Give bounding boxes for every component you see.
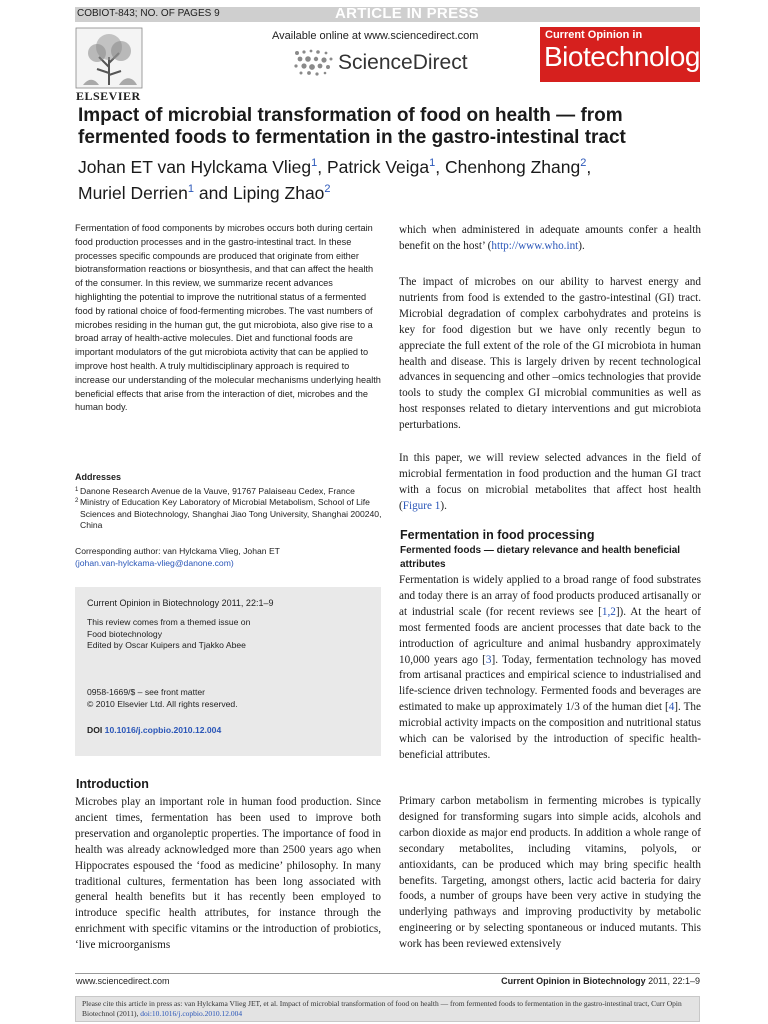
press-banner: ARTICLE IN PRESS xyxy=(335,5,479,22)
footer-rule xyxy=(75,973,700,974)
corresponding-author-label: Corresponding author: van Hylckama Vlieg, Johan ET xyxy=(75,546,280,556)
addresses xyxy=(75,472,385,532)
author-affiliation-mark[interactable]: 1 xyxy=(311,157,318,169)
introduction-text: Microbes play an important role in human food production. Since ancient times, fermentation has been used to improve both preservation and organoleptic properties. The importance of food in health was already acknowledged more than 2500 years ago when Hippocrates espoused the ‘food as medicine’ philosophy. In many traditional cultures, fermentation has been long associated with general health benefits but it has recently been employed to introduce specific health attributes, for instance through the enrichment with specific vitamins or the introduction of probiotics, ‘live microorganisms xyxy=(75,796,381,952)
addresses-heading: Addresses xyxy=(75,472,122,482)
abstract: Fermentation of food components by microbes occurs both during certain food production processes and in the gastro-intestinal tract. In these processes specific compounds are produced that originate from either biotransformation reactions or biosynthesis, and that can affect the health of the consumer. In this review, we summarize recent advances highlighting the potential to improve the nutritional status of a fermented food by rational choice of food-fermenting microbes. The vast numbers of microbes residing in the human gut, the gut microbiota, also give rise to a broad array of health-active molecules. Diet and functional foods are important modulators of the gut microbiota activity that can be applied to improve host health. A truly multidisciplinary approach is required to increase our understanding of the molecular mechanisms underlying health beneficial effects that arise from the interaction of diet, microbes and the human body. xyxy=(75,223,381,413)
author-list: Johan ET van Hylckama Vlieg$^1$, Patrick Veiga$^1$, Chenhong Zhang$^2$, Muriel Derrien$^1$ and Liping Zhao$^2$ xyxy=(78,156,592,203)
journal-logo-big: Biotechnology xyxy=(544,41,714,72)
infobox-journal: Current Opinion in Biotechnology 2011, 22:1–9 xyxy=(87,598,274,608)
sciencedirect-wordmark: ScienceDirect xyxy=(338,51,468,74)
address-item: 2 Ministry of Education Key Laboratory of Microbial Metabolism, School of Life Sciences and Biotechnology, Shanghai Jiao Tong University, Shanghai 200240, China xyxy=(75,497,382,530)
who-link[interactable]: http://www.who.int xyxy=(491,239,579,252)
author-name: Johan ET van Hylckama Vlieg xyxy=(78,156,312,177)
address-item: 1 Danone Research Avenue de la Vauve, 91767 Palaiseau Cedex, France xyxy=(75,485,355,496)
sciencedirect-dots-icon xyxy=(291,47,335,77)
fermentation-section-heading: Fermentation in food processing xyxy=(400,528,595,542)
figure-1-link[interactable]: Figure 1 xyxy=(402,499,441,512)
author-name: Liping Zhao xyxy=(232,182,325,203)
right-paragraph-5: Primary carbon metabolism in fermenting microbes is typically designed for transforming sugars into simple acids, alcohols and carbon dioxide as major end products. In addition a whole range of secondary metabolites, including vitamins, polyols, or antioxidants, can be produced which may bring specific health benefits. Targeting, amongst others, lactic acid bacteria for dairy foods, a number of groups have been very active in studying the underlying pathways and improving productivity by metabolic engineering or by selecting spontaneous or induced mutants. This work has been reviewed extensively xyxy=(399,795,701,951)
infobox-theme: This review comes from a themed issue on Food biotechnology Edited by Oscar Kuipers and Tjakko Abee xyxy=(87,617,251,650)
citation-doi-link[interactable]: doi:10.1016/j.copbio.2010.12.004 xyxy=(140,1009,243,1018)
journal-logo-small: Current Opinion in xyxy=(545,29,643,41)
right-paragraph-3: In this paper, we will review selected advances in the field of microbial fermentation in food production and the human GI tract with a focus on microbial metabolites that affect host health (Figure 1). xyxy=(399,452,701,512)
author-name: Patrick Veiga xyxy=(326,156,430,177)
ref-link[interactable]: 4 xyxy=(668,701,675,714)
footer-journal: Current Opinion in Biotechnology 2011, 22:1–9 xyxy=(501,976,700,986)
corresponding-author xyxy=(75,545,385,569)
ref-link[interactable]: 1,2 xyxy=(601,605,616,618)
journal-logo xyxy=(540,27,714,82)
author-affiliation-mark[interactable]: 2 xyxy=(324,182,331,195)
introduction-heading: Introduction xyxy=(76,777,149,791)
footer-site[interactable]: www.sciencedirect.com xyxy=(76,976,170,986)
infobox-doi: DOI 10.1016/j.copbio.2010.12.004 xyxy=(87,725,222,735)
elsevier-tree-logo-icon xyxy=(75,27,143,89)
right-paragraph-2: The impact of microbes on our ability to harvest energy and nutrients from food is extended to the gastro-intestinal (GI) tract. Microbial degradation of complex carbohydrates and proteins is key for food digestion but we have only recently begun to appreciate the full extent of the role of the GI microbiota in human health and disease. This is largely driven by recent technological advances in sequencing and other –omics technologies that provide tools to study the complex GI microbial communities as well as host responses related to dietary interventions and gut microbiota perturbations. xyxy=(399,276,701,432)
article-in-press-bar xyxy=(75,7,700,22)
fermented-foods-subheading: Fermented foods — dietary relevance and health beneficial attributes xyxy=(400,545,681,570)
author-affiliation-mark[interactable]: 1 xyxy=(187,182,195,195)
author-affiliation-mark[interactable]: 1 xyxy=(429,157,436,169)
article-info-box xyxy=(75,587,381,756)
available-online-text: Available online at www.sciencedirect.com xyxy=(272,30,479,42)
manuscript-id: COBIOT-843; NO. OF PAGES 9 xyxy=(77,8,220,19)
author-name: Muriel Derrien xyxy=(78,182,188,203)
publisher-name: ELSEVIER xyxy=(76,89,141,103)
author-name: Chenhong Zhang xyxy=(444,156,581,177)
citation-box: Please cite this article in press as: van Hylckama Vlieg JET, et al. Impact of microbial transformation of food on health — from fermented foods to fermentation in the gastro-intestinal tract, Curr Opin Biotechnol (2011), doi:10.1016/j.copbio.2010.12.004 xyxy=(75,996,700,1022)
right-paragraph-4: Fermentation is widely applied to a broad range of food substrates and today there is an array of food products produced artisanally or at industrial scale (for recent reviews see [1,2]). At the heart of most fermented foods are ancient processes that date back to the introduction of agriculture and animal husbandry approximately 10,000 years ago [3]. Today, fermentation technology has moved from artisanal practices and empirical science to industrialised and life-science driven technology. Fermented foods and beverages are estimated to make up approximately 1/3 of the human diet [4]. The microbial activity impacts on the composition and nutritional status which can be valorised by the introduction of specific health-beneficial attributes. xyxy=(399,574,702,761)
doi-link[interactable]: 10.1016/j.copbio.2010.12.004 xyxy=(104,725,222,735)
right-paragraph-1: which when administered in adequate amounts confer a health benefit on the host’ (http://www.who.int). xyxy=(399,224,701,252)
ref-link[interactable]: 3 xyxy=(485,653,492,666)
corresponding-email-link[interactable]: (johan.van-hylckama-vlieg@danone.com) xyxy=(75,558,234,568)
article-title: Impact of microbial transformation of food on health — from fermented foods to fermentation in the gastro-intestinal tract xyxy=(78,105,626,148)
author-affiliation-mark[interactable]: 2 xyxy=(580,157,587,169)
infobox-issn: 0958-1669/$ – see front matter © 2010 Elsevier Ltd. All rights reserved. xyxy=(87,687,238,709)
